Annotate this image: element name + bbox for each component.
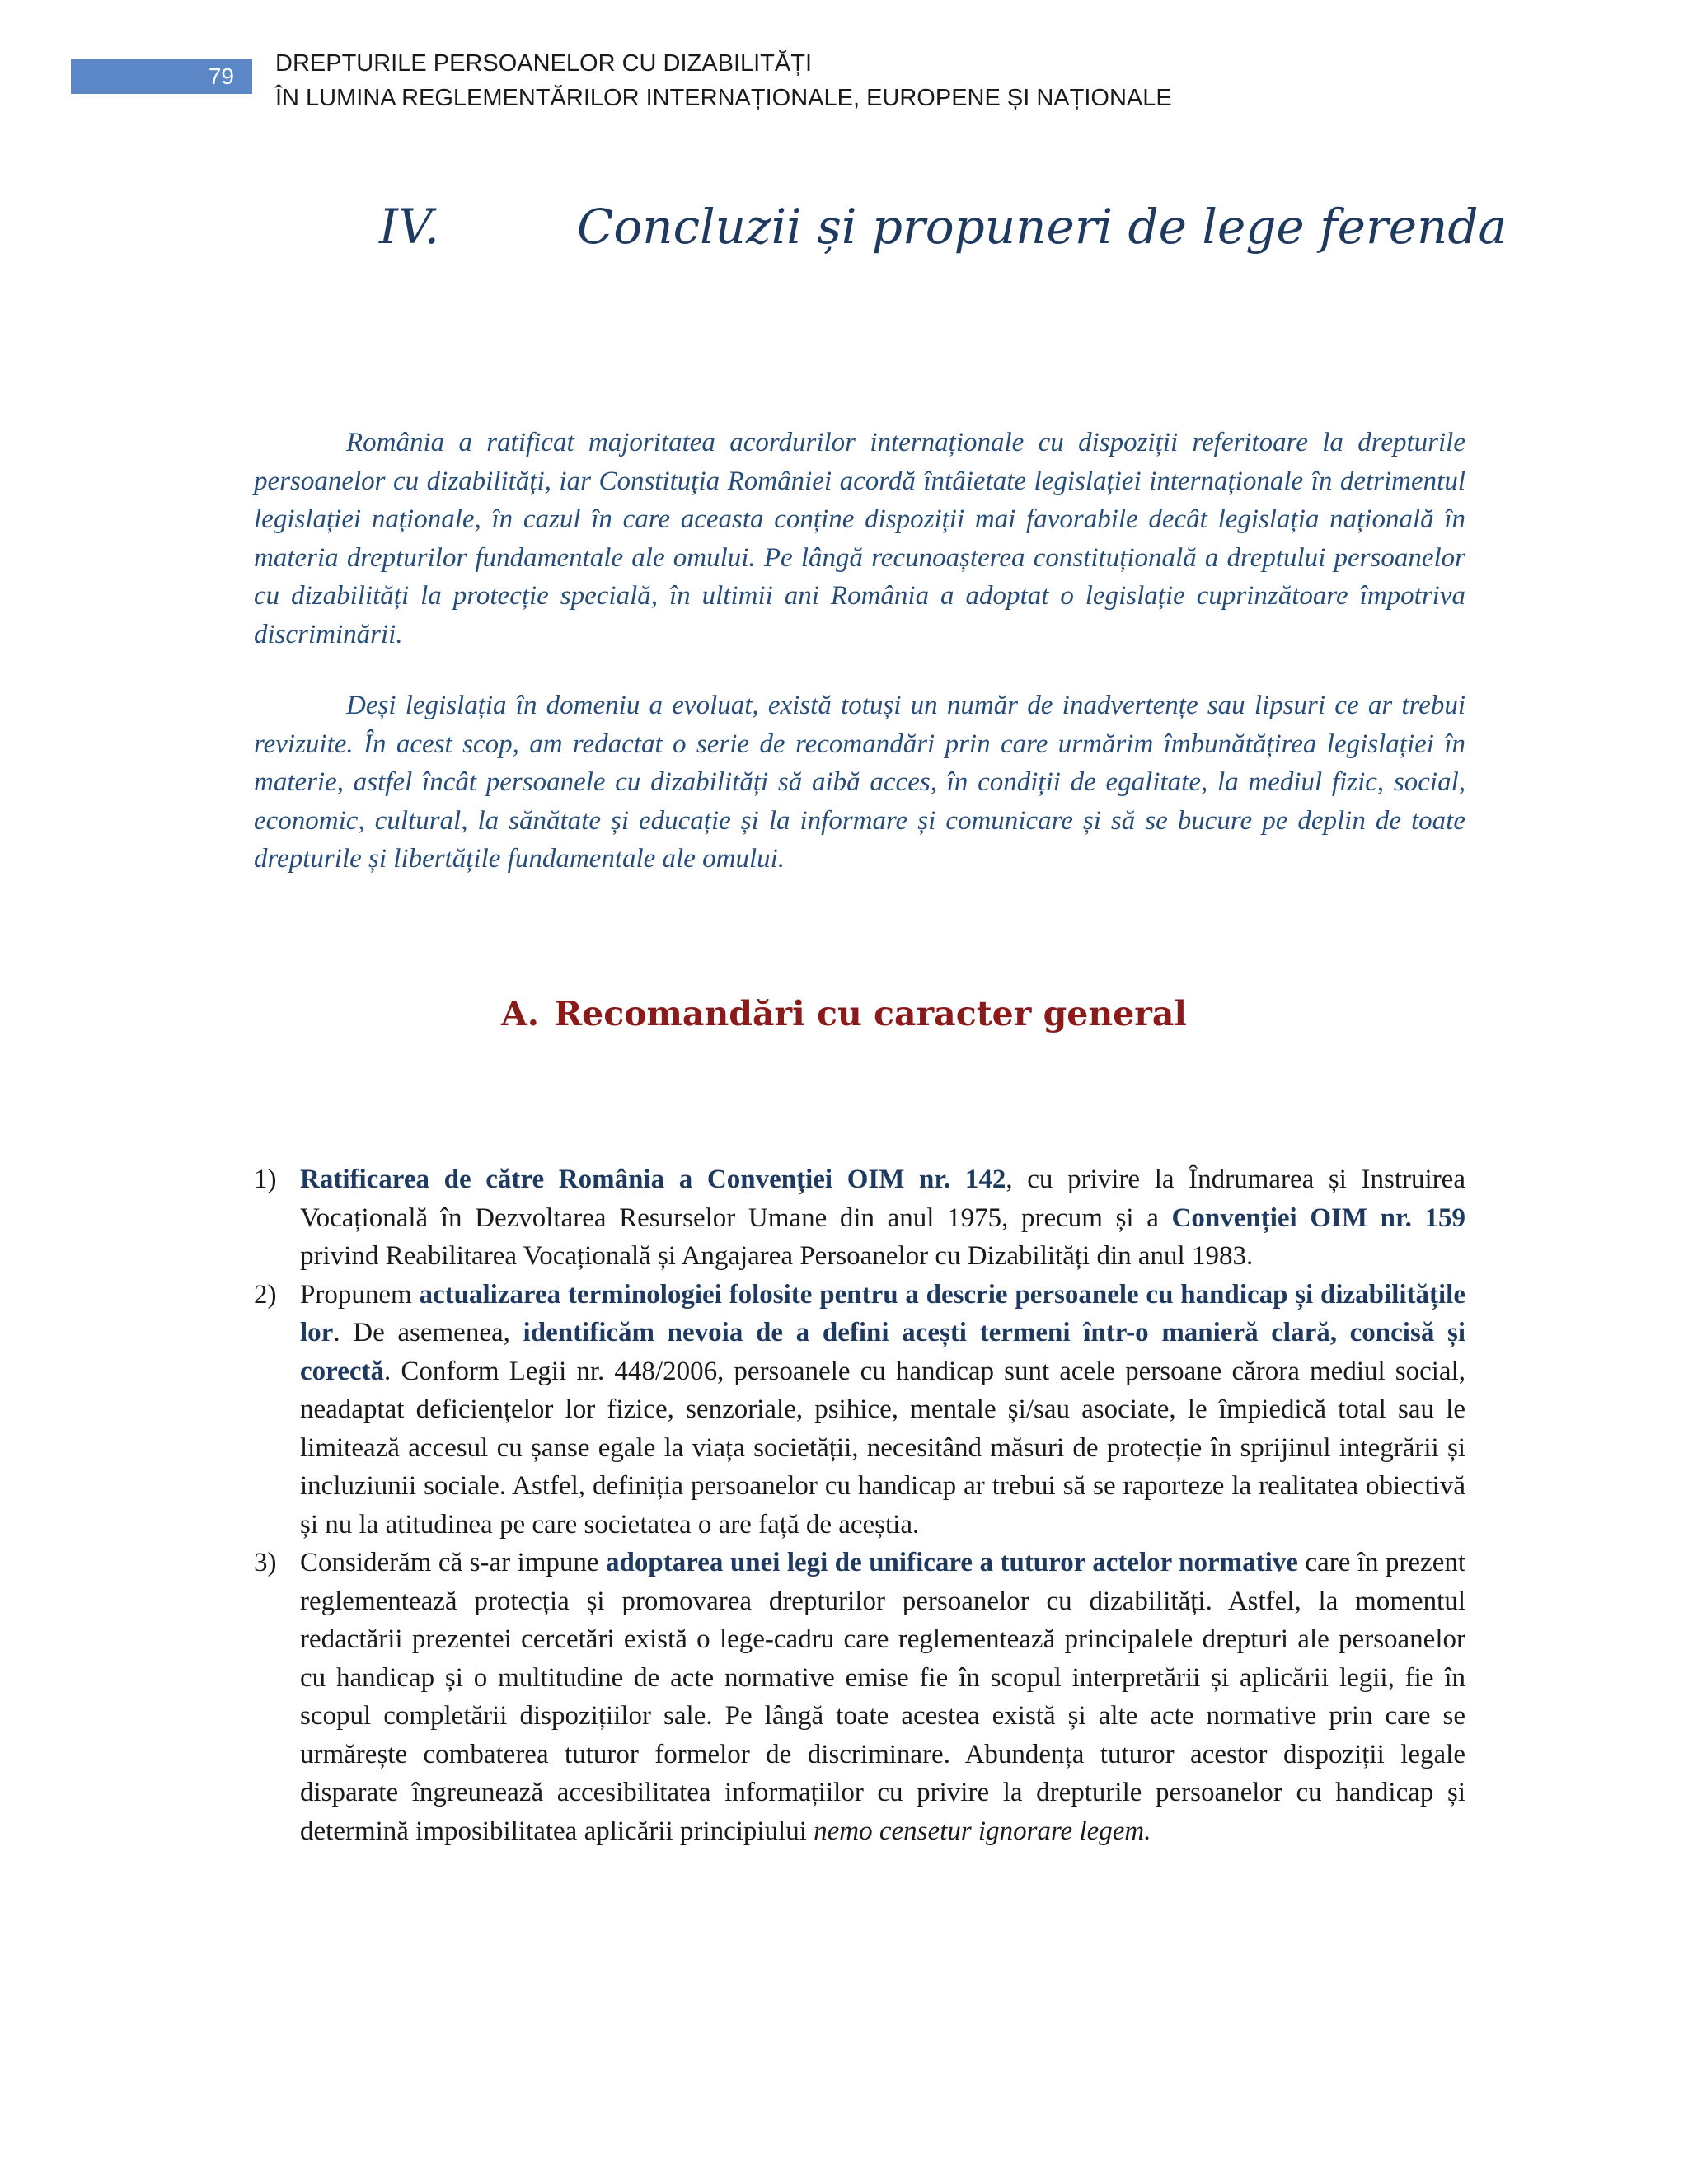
text-run: care în prezent reglementează protecția și promovarea drepturilor persoanelor cu dizabilități. Astfel, la momentul redactării prezentei cercetări există o lege-cadru care reglementează principalele drepturi ale persoanelor cu handicap și o multitudine de acte normative emise fie în scopul interpretării și aplicării legii, fie în scopul completării dispozițiilor sale. Pe lângă toate acestea există și alte acte normative prin care se urmărește combaterea tuturor formelor de discriminare. Abundența tuturor acestor dispoziții legale disparate îngreunează accesibilitatea informațiilor cu privire la drepturile persoanelor cu handicap și determină imposibilitatea aplicării principiului [300,1548,1466,1846]
list-item-marker: 1) [254,1165,277,1194]
text-run: , cu privire la Îndrumarea și Instruirea Vocațională în Dezvoltarea Resurselor Umane din anul 1975, precum și a [300,1165,1465,1233]
text-run: privind Reabilitarea Vocațională și Angajarea Persoanelor cu Dizabilități din anul 1983. [300,1241,1254,1271]
bold-phrase: Convenției OIM nr. 159 [1171,1202,1465,1233]
chapter-title [379,190,1533,264]
bold-phrase: adoptarea unei legi de unificare a tuturor actelor normative [606,1548,1298,1577]
list-item-marker: 3) [254,1548,277,1577]
list-item [254,1544,1465,1850]
intro-section [254,424,1465,879]
bold-phrase: Ratificarea de către România a Convenției OIM nr. 142 [300,1165,1006,1194]
text-run: Considerăm că s-ar impune [300,1548,607,1577]
text-run: . De asemenea, [333,1318,523,1347]
list-item [254,1276,1465,1544]
text-run: . Conform Legii nr. 448/2006, persoanele cu handicap sunt acele persoane cărora mediul social, neadaptat deficiențelor lor fizice, senzoriale, psihice, mentale și/sau asociate, le împiedică total sau le limitează accesul cu șanse egale la viața societății, necesitând măsuri de protecție în sprijinul integrării și incluziunii sociale. Astfel, definiția persoanelor cu handicap ar trebui să se raporteze la realitatea obiectivă și nu la atitudinea pe care societatea o are față de aceștia. [300,1356,1465,1540]
running-header-line-1: DREPTURILE PERSOANELOR CU DIZABILITĂȚI [275,50,813,77]
section-title [0,989,1688,1038]
intro-paragraph-2: Deși legislația în domeniu a evoluat, există totuși un număr de inadvertențe sau lipsuri ce ar trebui revizuite. În acest scop, am redactat o serie de recomandări prin care urmărim îmbunătățirea legislației în materie, astfel încât persoanele cu dizabilități să aibă acces, în condiții de egalitate, la mediul fizic, social, economic, cultural, la sănătate și educație și la informare și comunicare și să se bucure pe deplin de toate drepturile și libertățile fundamentale ale omului. [254,691,1465,874]
intro-paragraph-1: România a ratificat majoritatea acordurilor internaționale cu dispoziții referitoare la drepturile persoanelor cu dizabilități, iar Constituția României acordă întâietate legislației internaționale în detrimentul legislației naționale, în cazul în care aceasta conține dispoziții mai favorabile decât legislația națională în materia drepturilor fundamentale ale omului. Pe lângă recunoașterea constituțională a dreptului persoanelor cu dizabilități la protecție specială, în ultimii ani România a adoptat o legislație cuprinzătoare împotriva discriminării. [254,428,1465,649]
list-item-marker: 2) [254,1279,277,1310]
running-header [275,46,1172,115]
chapter-title-text: Concluzii și propuneri de lege ferenda [577,199,1507,255]
italic-phrase: nemo censetur ignorare legem. [814,1816,1151,1846]
bold-phrase: actualizarea terminologiei folosite pentru a descrie persoanele cu handicap și dizabilitățile lor [300,1279,1465,1347]
chapter-number: IV. [379,199,440,255]
section-title-text: Recomandări cu caracter general [554,994,1187,1033]
text-run: Propunem [300,1279,420,1310]
running-header-line-2: ÎN LUMINA REGLEMENTĂRILOR INTERNAȚIONALE, EUROPENE ȘI NAȚIONALE [275,85,1172,111]
recommendations-list [254,1160,1465,1850]
section-letter: A. [500,994,540,1033]
page-number [71,59,252,94]
page-number-text: 79 [208,63,234,89]
list-item [254,1160,1465,1276]
bold-phrase: identificăm nevoia de a defini acești termeni într-o manieră clară, concisă și corectă [300,1318,1465,1386]
